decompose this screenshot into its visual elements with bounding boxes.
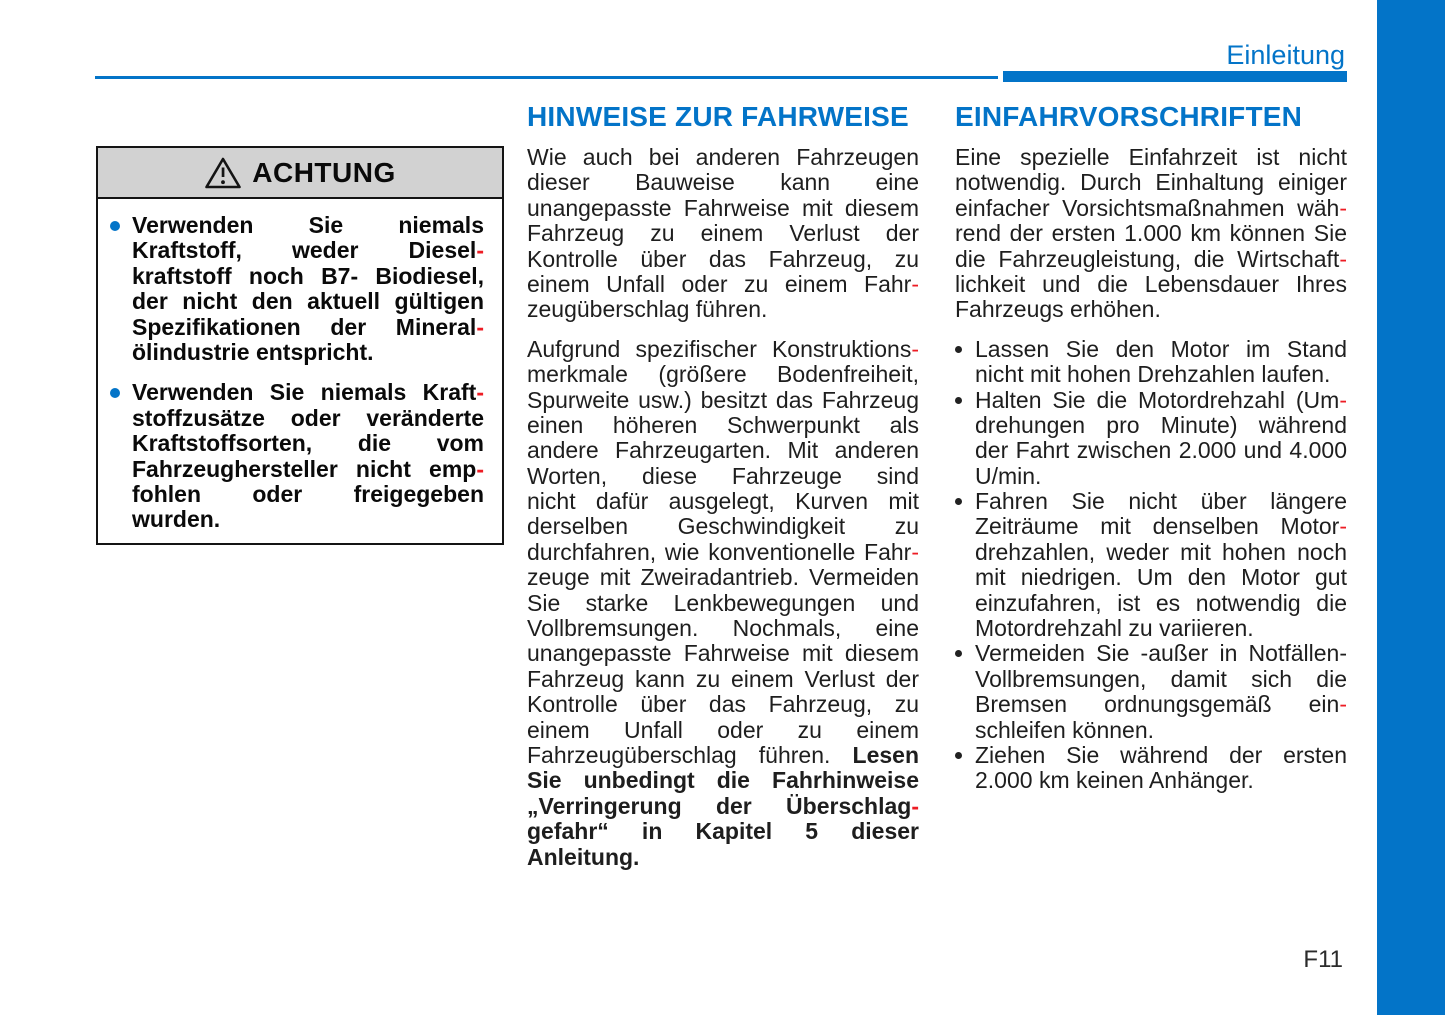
bullet-dot <box>955 397 962 404</box>
bullet-list <box>955 337 1347 794</box>
chapter-title: Einleitung <box>1226 40 1345 70</box>
bullet-dot-column <box>955 489 975 641</box>
text-segment: einem Unfall oder zu einem <box>527 716 919 743</box>
text-line <box>975 591 1347 616</box>
text-line <box>527 438 919 463</box>
text-segment: Anleitung. <box>527 843 640 870</box>
text-line <box>527 464 919 489</box>
text-line <box>975 540 1347 565</box>
bullet-item <box>955 388 1347 490</box>
text-segment: drehungen pro Minute) während <box>975 411 1347 438</box>
paragraph <box>527 337 919 870</box>
text-segment: „Verringerung der Überschlag <box>527 792 912 819</box>
text-line <box>527 819 919 844</box>
red-hyphen: - <box>476 237 484 264</box>
text-line <box>975 692 1347 717</box>
bullet-item <box>110 213 484 365</box>
text-segment: Aufgrund spezifischer Konstruktions <box>527 335 912 362</box>
bullet-dot-column <box>955 743 975 794</box>
text-line <box>527 362 919 387</box>
text-segment: Eine spezielle Einfahrzeit ist nicht <box>955 144 1347 170</box>
text-line <box>527 272 919 297</box>
bullet-dot-column <box>955 337 975 388</box>
text-line <box>132 507 484 532</box>
section-driving-notes <box>527 100 919 870</box>
bullet-text <box>975 388 1347 490</box>
text-segment: 2.000 km keinen Anhänger. <box>975 767 1254 794</box>
section-heading: HINWEISE ZUR FAHRWEISE <box>527 101 909 132</box>
text-segment: nicht dafür ausgelegt, Kurven mit <box>527 488 919 515</box>
text-line <box>975 413 1347 438</box>
text-segment: drehzahlen, weder mit hohen noch <box>975 538 1347 565</box>
header-rule-thin <box>95 76 998 79</box>
text-line <box>527 641 919 666</box>
warning-title: ACHTUNG <box>252 156 396 188</box>
text-segment: unangepasste Fahrweise mit diesem <box>527 194 919 221</box>
text-segment: ölindustrie entspricht. <box>132 338 374 365</box>
bullet-item <box>110 380 484 532</box>
text-segment: Sie unbedingt die Fahrhinweise <box>527 767 919 794</box>
red-hyphen: - <box>911 270 919 297</box>
text-line <box>975 362 1347 387</box>
bullet-dot <box>955 346 962 353</box>
red-hyphen: - <box>476 379 484 406</box>
text-segment: Ziehen Sie während der ersten <box>975 741 1347 768</box>
text-segment: gefahr“ in Kapitel 5 dieser <box>527 818 919 845</box>
section-body <box>955 145 1347 794</box>
header-rule-thick <box>1003 71 1347 82</box>
text-segment: Kontrolle über das Fahrzeug, zu <box>527 691 919 718</box>
text-segment: Kraftstoff, weder Diesel <box>132 237 477 264</box>
text-segment: zeugüberschlag führen. <box>527 296 768 323</box>
text-segment: derselben Geschwindigkeit zu <box>527 513 919 540</box>
text-line <box>132 482 484 507</box>
text-segment: Fahrzeugs erhöhen. <box>955 296 1161 323</box>
text-segment: Verwenden Sie niemals <box>132 212 484 238</box>
text-line <box>132 238 484 263</box>
text-line <box>527 388 919 413</box>
bullet-item <box>955 337 1347 388</box>
text-line <box>132 457 484 482</box>
text-segment: Kraftstoffsorten, die vom <box>132 430 484 457</box>
text-line <box>527 247 919 272</box>
text-line <box>527 489 919 514</box>
chapter-edge-bar <box>1377 0 1445 1015</box>
text-line <box>132 431 484 456</box>
text-segment: mit niedrigen. Um den Motor gut <box>975 564 1347 591</box>
text-segment: stoffzusätze oder veränderte <box>132 404 484 431</box>
text-line <box>975 514 1347 539</box>
text-segment: Kontrolle über das Fahrzeug, zu <box>527 245 919 272</box>
paragraph <box>955 145 1347 323</box>
paragraph <box>527 145 919 323</box>
text-line <box>132 380 484 405</box>
text-line <box>527 718 919 743</box>
text-segment: Fahren Sie nicht über längere <box>975 488 1347 515</box>
text-segment: Fahrzeug zu einem Verlust der <box>527 220 919 247</box>
text-segment: einem Unfall oder zu einem Fahr <box>527 270 912 297</box>
bullet-text <box>975 743 1347 794</box>
text-segment: nicht mit hohen Drehzahlen laufen. <box>975 361 1331 388</box>
text-segment: durchfahren, wie konventionelle Fahr <box>527 538 912 565</box>
bullet-text <box>132 213 484 365</box>
section-break-in-rules <box>955 100 1347 794</box>
text-line <box>527 514 919 539</box>
text-line <box>132 264 484 289</box>
text-segment: Spezifikationen der Mineral <box>132 313 477 340</box>
text-segment: Verwenden Sie niemals Kraft <box>132 379 477 406</box>
text-line <box>132 340 484 365</box>
text-line <box>527 743 919 768</box>
section-body <box>527 145 919 870</box>
text-line <box>527 768 919 793</box>
text-line <box>955 196 1347 221</box>
text-line <box>527 616 919 641</box>
text-line <box>955 297 1347 322</box>
text-segment: dieser Bauweise kann eine <box>527 169 919 196</box>
text-line <box>975 718 1347 743</box>
text-line <box>132 406 484 431</box>
text-line <box>975 489 1347 514</box>
section-heading: EINFAHRVORSCHRIFTEN <box>955 101 1303 132</box>
text-line <box>527 692 919 717</box>
bullet-dot-column <box>110 213 132 365</box>
text-segment: Vollbremsungen, damit sich die <box>975 665 1347 692</box>
text-segment: einfacher Vorsichtsmaßnahmen wäh <box>955 194 1340 221</box>
text-segment: merkmale (größere Bodenfreiheit, <box>527 361 919 388</box>
text-segment: Vermeiden Sie -außer in Notfällen- <box>975 640 1347 667</box>
red-hyphen: - <box>1339 691 1347 718</box>
text-segment: zeuge mit Zweiradantrieb. Vermeiden <box>527 564 919 591</box>
bullet-dot-column <box>110 380 132 532</box>
text-segment: die Fahrzeugleistung, die Wirtschaft <box>955 245 1340 272</box>
red-hyphen: - <box>1339 245 1347 272</box>
text-line <box>975 337 1347 362</box>
text-line <box>975 565 1347 590</box>
text-segment: lichkeit und die Lebensdauer Ihres <box>955 270 1347 297</box>
bullet-dot <box>955 498 962 505</box>
red-hyphen: - <box>911 335 919 362</box>
text-line <box>955 221 1347 246</box>
red-hyphen: - <box>476 455 484 482</box>
page-number: F11 <box>1303 946 1343 973</box>
bullet-text <box>975 641 1347 743</box>
text-line <box>527 170 919 195</box>
text-segment: kraftstoff noch B7- Biodiesel, <box>132 262 484 289</box>
red-hyphen: - <box>1339 513 1347 540</box>
text-line <box>527 221 919 246</box>
text-line <box>527 297 919 322</box>
bullet-text <box>975 337 1347 388</box>
red-hyphen: - <box>911 792 919 819</box>
red-hyphen: - <box>476 313 484 340</box>
text-line <box>955 145 1347 170</box>
text-line <box>955 170 1347 195</box>
red-hyphen: - <box>1339 194 1347 221</box>
text-segment: andere Fahrzeugarten. Mit anderen <box>527 437 919 464</box>
text-segment: der nicht den aktuell gültigen <box>132 288 484 315</box>
bullet-item <box>955 641 1347 743</box>
text-line <box>527 565 919 590</box>
text-line <box>975 388 1347 413</box>
text-line <box>975 438 1347 463</box>
red-hyphen: - <box>911 538 919 565</box>
bullet-dot <box>110 221 120 231</box>
bullet-item <box>955 489 1347 641</box>
text-line <box>132 289 484 314</box>
text-line <box>975 743 1347 768</box>
text-segment: Halten Sie die Motordrehzahl (Um <box>975 386 1340 413</box>
text-line <box>527 845 919 870</box>
text-segment: wurden. <box>132 506 221 533</box>
text-segment: Wie auch bei anderen Fahrzeugen <box>527 144 919 170</box>
text-line <box>527 413 919 438</box>
bullet-dot <box>110 388 120 398</box>
text-line <box>975 464 1347 489</box>
bullet-text <box>132 380 484 532</box>
text-line <box>955 272 1347 297</box>
text-segment: unangepasste Fahrweise mit diesem <box>527 640 919 667</box>
text-line <box>527 337 919 362</box>
text-segment: notwendig. Durch Einhaltung einiger <box>955 169 1347 196</box>
bullet-dot <box>955 650 962 657</box>
text-line <box>955 247 1347 272</box>
text-line <box>527 540 919 565</box>
text-segment: Fahrzeug kann zu einem Verlust der <box>527 665 919 692</box>
bullet-item <box>955 743 1347 794</box>
text-segment: Vollbremsungen. Nochmals, eine <box>527 615 919 642</box>
warning-box-header <box>98 148 502 199</box>
text-segment: schleifen können. <box>975 716 1155 743</box>
text-line <box>975 768 1347 793</box>
text-line <box>527 591 919 616</box>
text-segment: Spurweite usw.) besitzt das Fahrzeug <box>527 386 919 413</box>
text-segment: U/min. <box>975 462 1042 489</box>
text-segment: Lassen Sie den Motor im Stand <box>975 335 1347 362</box>
text-line <box>975 667 1347 692</box>
text-line <box>975 641 1347 666</box>
text-segment: Lesen <box>852 741 919 768</box>
bullet-dot <box>955 752 962 759</box>
bullet-text <box>975 489 1347 641</box>
warning-triangle-icon <box>204 156 242 190</box>
text-segment: einzufahren, ist es notwendig die <box>975 589 1347 616</box>
text-segment: der Fahrt zwischen 2.000 und 4.000 <box>975 437 1347 464</box>
text-segment: Motordrehzahl zu variieren. <box>975 615 1254 642</box>
warning-box <box>96 146 504 545</box>
bullet-dot-column <box>955 388 975 490</box>
text-segment: rend der ersten 1.000 km können Sie <box>955 220 1347 247</box>
warning-body <box>98 199 502 533</box>
text-line <box>975 616 1347 641</box>
text-line <box>527 794 919 819</box>
text-segment: fohlen oder freigegeben <box>132 480 484 507</box>
text-segment: einen höheren Schwerpunkt als <box>527 411 919 438</box>
text-line <box>527 145 919 170</box>
bullet-dot-column <box>955 641 975 743</box>
text-segment: Worten, diese Fahrzeuge sind <box>527 462 919 489</box>
text-segment: Fahrzeughersteller nicht emp <box>132 455 477 482</box>
text-line <box>527 196 919 221</box>
red-hyphen: - <box>1339 386 1347 413</box>
text-segment: Fahrzeugüberschlag führen. <box>527 741 853 768</box>
text-line <box>527 667 919 692</box>
text-segment: Bremsen ordnungsgemäß ein <box>975 691 1340 718</box>
text-line <box>132 315 484 340</box>
text-segment: Sie starke Lenkbewegungen und <box>527 589 919 616</box>
text-segment: Zeiträume mit denselben Motor <box>975 513 1340 540</box>
text-line <box>132 213 484 238</box>
